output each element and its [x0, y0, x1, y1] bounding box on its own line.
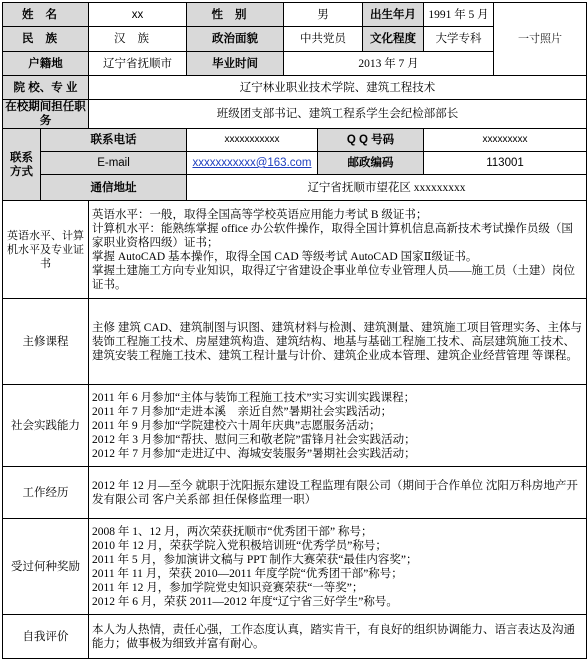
- school-value: 辽宁林业职业技术学院、建筑工程技术: [89, 76, 587, 100]
- education-value: 大学专科: [424, 27, 494, 52]
- awards-line: 2008 年 1、12 月，两次荣获抚顺市“优秀团干部” 称号；: [92, 525, 373, 538]
- awards-line: 2011 年 5 月，参加演讲文稿与 PPT 制作大赛荣获“最佳内容奖”；: [92, 553, 418, 566]
- awards-line: 2011 年 12 月，参加学院党史知识竞赛荣获“一等奖”；: [92, 581, 364, 594]
- political-label: 政治面貌: [187, 27, 284, 52]
- school-label: 院 校、专 业: [3, 76, 89, 100]
- practice-line: 2012 年 7 月参加“走进辽中、海城安装服务”暑期社会实践活动；: [92, 447, 416, 460]
- certs-line: 英语水平：一般，取得全国高等学校英语应用能力考试 B 级证书；: [92, 208, 428, 221]
- duty-label: 在校期间担任职务: [3, 100, 89, 129]
- name-label: 姓名: [3, 3, 89, 27]
- practice-line: 2011 年 6 月参加“主体与装饰工程施工技术”实习实训实践课程；: [92, 391, 416, 404]
- duty-value: 班级团支部书记、建筑工程系学生会纪检部部长: [89, 100, 587, 129]
- zip-label: 邮政编码: [318, 152, 424, 175]
- practice-line: 2011 年 9 月参加“学院建校六十周年庆典”志愿服务活动；: [92, 419, 381, 432]
- certs-line: 计算机水平：能熟练掌握 office 办公软件操作，取得全国计算机信息高新技术考试操作员级（国家职业资格四级）证书；: [92, 222, 573, 249]
- education-label: 文化程度: [363, 27, 424, 52]
- ethnicity-label: 民族: [3, 27, 89, 52]
- self-body: 本人为人热情，责任心强，工作态度认真，踏实肯干，有良好的组织协调能力、语言表达及沟通能力；做事极为细致并富有耐心。: [89, 615, 587, 659]
- name-value: xx: [89, 3, 187, 27]
- self-label: 自我评价: [3, 615, 89, 659]
- qq-label: Q Q 号码: [318, 129, 424, 152]
- work-body: 2012 年 12 月—至今 就职于沈阳振东建设工程监理有限公司（期间于合作单位 沈阳万科房地产开发有限公司 客户关系部 担任保修监理一职）: [89, 467, 587, 519]
- practice-line: 2011 年 7 月参加“走进本溪 亲近自然”暑期社会实践活动；: [92, 405, 393, 418]
- certs-body: [89, 201, 587, 299]
- address-label: 通信地址: [41, 175, 187, 201]
- email-link[interactable]: xxxxxxxxxxx@163.com: [192, 157, 312, 169]
- address-value: 辽宁省抚顺市望花区 xxxxxxxxx: [187, 175, 587, 201]
- email-label: E-mail: [41, 152, 187, 175]
- awards-line: 2011 年 11 月，荣获 2010—2011 年度学院“优秀团干部”称号；: [92, 567, 403, 580]
- gender-label: 性别: [187, 3, 284, 27]
- certs-line: 掌握土建施工方向专业知识，取得辽宁省建设企事业单位专业管理人员——施工员（土建）岗位证书。: [92, 264, 575, 291]
- photo-placeholder: 一寸照片: [494, 3, 587, 76]
- gender-value: 男: [284, 3, 363, 27]
- certs-label: 英语水平、计算机水平及专业证书: [3, 201, 89, 299]
- qq-value: xxxxxxxxx: [424, 129, 587, 152]
- practice-label: 社会实践能力: [3, 385, 89, 467]
- certs-line: 掌握 AutoCAD 基本操作，取得全国 CAD 等级考试 AutoCAD 国家Ⅱ级证书。: [92, 250, 478, 263]
- awards-body: [89, 519, 587, 615]
- birth-value: 1991 年 5 月: [424, 3, 494, 27]
- contact-section-label: 联系方式: [3, 129, 41, 201]
- phone-label: 联系电话: [41, 129, 187, 152]
- courses-body: 主修 建筑 CAD、建筑制图与识图、建筑材料与检测、建筑测量、建筑施工项目管理实务、主体与装饰工程施工技术、房屋建筑构造、建筑结构、地基与基础工程施工技术、高层建筑施工技术、建筑安装工程施工技术、建筑工程计量与计价、建筑企业成本管理、建筑企业经营管理 等课程。: [89, 299, 587, 385]
- courses-label: 主修课程: [3, 299, 89, 385]
- awards-label: 受过何种奖励: [3, 519, 89, 615]
- email-cell: [187, 152, 318, 175]
- birth-label: 出生年月: [363, 3, 424, 27]
- political-value: 中共党员: [284, 27, 363, 52]
- hukou-value: 辽宁省抚顺市: [89, 52, 187, 76]
- grad-label: 毕业时间: [187, 52, 284, 76]
- hukou-label: 户籍地: [3, 52, 89, 76]
- awards-line: 2012 年 6 月，荣获 2011—2012 年度“辽宁省三好学生”称号。: [92, 595, 398, 608]
- phone-value: xxxxxxxxxxx: [187, 129, 318, 152]
- awards-line: 2010 年 12 月，荣获学院入党积极培训班“优秀学员”称号；: [92, 539, 387, 552]
- grad-value: 2013 年 7 月: [284, 52, 494, 76]
- work-label: 工作经历: [3, 467, 89, 519]
- practice-line: 2012 年 3 月参加“帮扶、慰问三和敬老院”雷锋月社会实践活动；: [92, 433, 416, 446]
- ethnicity-value: 汉族: [89, 27, 187, 52]
- practice-body: [89, 385, 587, 467]
- resume-table: [2, 2, 587, 659]
- zip-value: 113001: [424, 152, 587, 175]
